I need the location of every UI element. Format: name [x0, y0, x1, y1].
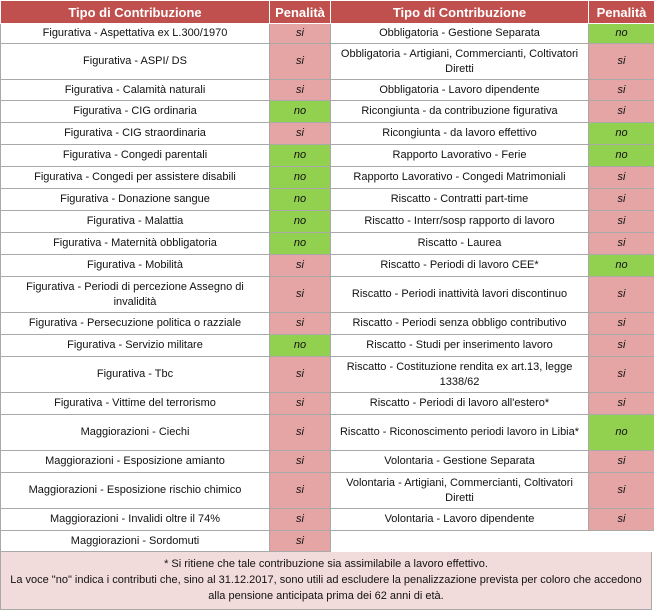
table-row: [1, 509, 654, 531]
left-contribution-type: Figurativa - Malattia: [1, 211, 270, 233]
right-penalty-value: si: [589, 277, 654, 313]
left-penalty-value: si: [270, 80, 331, 101]
left-penalty-value: no: [270, 167, 331, 189]
notes-box: [0, 552, 652, 610]
header-row: [1, 1, 654, 24]
table-row: [1, 335, 654, 357]
header-penalita-left: Penalità: [270, 1, 331, 24]
left-contribution-type: Maggiorazioni - Esposizione rischio chimico: [1, 473, 270, 509]
right-penalty-value: si: [589, 101, 654, 123]
right-penalty-value: si: [589, 451, 654, 473]
left-contribution-type: Figurativa - CIG straordinaria: [1, 123, 270, 145]
left-penalty-value: si: [270, 451, 331, 473]
left-penalty-value: si: [270, 531, 331, 552]
left-contribution-type: Figurativa - Calamità naturali: [1, 80, 270, 101]
left-contribution-type: Figurativa - CIG ordinaria: [1, 101, 270, 123]
right-contribution-type: Ricongiunta - da lavoro effettivo: [331, 123, 589, 145]
left-penalty-value: si: [270, 415, 331, 451]
left-penalty-value: no: [270, 101, 331, 123]
table-row: [1, 211, 654, 233]
note-legend: La voce "no" indica i contributi che, sino al 31.12.2017, sono utili ad escludere la penalizzazione prevista per coloro che accedono alla pensione anticipata prima dei 62 anni di età.: [10, 574, 642, 602]
table-body: [1, 24, 654, 552]
right-penalty-value: si: [589, 233, 654, 255]
table-row: [1, 473, 654, 509]
left-contribution-type: Figurativa - Tbc: [1, 357, 270, 393]
left-contribution-type: Maggiorazioni - Ciechi: [1, 415, 270, 451]
left-contribution-type: Figurativa - Mobilità: [1, 255, 270, 277]
table-row: [1, 167, 654, 189]
table-row: [1, 415, 654, 451]
left-penalty-value: no: [270, 189, 331, 211]
right-contribution-type: Riscatto - Costituzione rendita ex art.13, legge 1338/62: [331, 357, 589, 393]
left-contribution-type: Figurativa - Periodi di percezione Assegno di invalidità: [1, 277, 270, 313]
left-penalty-value: si: [270, 357, 331, 393]
right-contribution-type: Obbligatoria - Lavoro dipendente: [331, 80, 589, 101]
table-row: [1, 277, 654, 313]
right-penalty-value: si: [589, 44, 654, 80]
left-penalty-value: no: [270, 211, 331, 233]
right-contribution-type: Riscatto - Interr/sosp rapporto di lavoro: [331, 211, 589, 233]
left-contribution-type: Figurativa - ASPI/ DS: [1, 44, 270, 80]
left-penalty-value: si: [270, 277, 331, 313]
header-tipo-right: Tipo di Contribuzione: [331, 1, 589, 24]
left-contribution-type: Figurativa - Vittime del terrorismo: [1, 393, 270, 415]
table-row: [1, 255, 654, 277]
table-row: [1, 101, 654, 123]
right-penalty-value: no: [589, 255, 654, 277]
right-contribution-type: Obbligatoria - Artigiani, Commercianti, Coltivatori Diretti: [331, 44, 589, 80]
table-row: [1, 451, 654, 473]
left-contribution-type: Figurativa - Persecuzione politica o razziale: [1, 313, 270, 335]
right-contribution-type: Riscatto - Periodi senza obbligo contributivo: [331, 313, 589, 335]
left-contribution-type: Maggiorazioni - Esposizione amianto: [1, 451, 270, 473]
left-contribution-type: Maggiorazioni - Sordomuti: [1, 531, 270, 552]
table-row: [1, 44, 654, 80]
table-row: [1, 313, 654, 335]
table-row: [1, 123, 654, 145]
left-penalty-value: si: [270, 393, 331, 415]
right-contribution-type: Riscatto - Periodi inattività lavori discontinuo: [331, 277, 589, 313]
left-penalty-value: no: [270, 145, 331, 167]
left-contribution-type: Figurativa - Servizio militare: [1, 335, 270, 357]
left-contribution-type: Figurativa - Congedi per assistere disabili: [1, 167, 270, 189]
left-penalty-value: no: [270, 233, 331, 255]
left-penalty-value: si: [270, 44, 331, 80]
table-row: [1, 24, 654, 44]
right-penalty-value: si: [589, 335, 654, 357]
right-contribution-type: Riscatto - Contratti part-time: [331, 189, 589, 211]
right-penalty-value: si: [589, 357, 654, 393]
empty-cell: [331, 531, 654, 552]
right-penalty-value: si: [589, 313, 654, 335]
right-penalty-value: si: [589, 167, 654, 189]
left-contribution-type: Maggiorazioni - Invalidi oltre il 74%: [1, 509, 270, 531]
right-contribution-type: Riscatto - Periodi di lavoro CEE*: [331, 255, 589, 277]
right-penalty-value: no: [589, 24, 654, 44]
note-asterisk: * Si ritiene che tale contribuzione sia assimilabile a lavoro effettivo.: [164, 558, 488, 570]
right-penalty-value: si: [589, 80, 654, 101]
right-contribution-type: Volontaria - Gestione Separata: [331, 451, 589, 473]
left-penalty-value: si: [270, 473, 331, 509]
table-row: [1, 189, 654, 211]
right-penalty-value: si: [589, 393, 654, 415]
right-contribution-type: Riscatto - Periodi di lavoro all'estero*: [331, 393, 589, 415]
right-contribution-type: Ricongiunta - da contribuzione figurativa: [331, 101, 589, 123]
right-penalty-value: no: [589, 123, 654, 145]
left-penalty-value: si: [270, 509, 331, 531]
right-penalty-value: no: [589, 415, 654, 451]
right-penalty-value: no: [589, 145, 654, 167]
right-penalty-value: si: [589, 509, 654, 531]
left-contribution-type: Figurativa - Donazione sangue: [1, 189, 270, 211]
right-contribution-type: Rapporto Lavorativo - Ferie: [331, 145, 589, 167]
left-penalty-value: no: [270, 335, 331, 357]
left-penalty-value: si: [270, 313, 331, 335]
table-row: [1, 233, 654, 255]
left-contribution-type: Figurativa - Aspettativa ex L.300/1970: [1, 24, 270, 44]
left-penalty-value: si: [270, 123, 331, 145]
header-tipo-left: Tipo di Contribuzione: [1, 1, 270, 24]
table-row: [1, 145, 654, 167]
right-penalty-value: si: [589, 189, 654, 211]
right-contribution-type: Riscatto - Studi per inserimento lavoro: [331, 335, 589, 357]
right-contribution-type: Volontaria - Lavoro dipendente: [331, 509, 589, 531]
right-contribution-type: Obbligatoria - Gestione Separata: [331, 24, 589, 44]
table-row: [1, 393, 654, 415]
left-contribution-type: Figurativa - Congedi parentali: [1, 145, 270, 167]
right-penalty-value: si: [589, 211, 654, 233]
right-contribution-type: Rapporto Lavorativo - Congedi Matrimoniali: [331, 167, 589, 189]
left-contribution-type: Figurativa - Maternità obbligatoria: [1, 233, 270, 255]
header-penalita-right: Penalità: [589, 1, 654, 24]
table-row: [1, 80, 654, 101]
right-contribution-type: Volontaria - Artigiani, Commercianti, Coltivatori Diretti: [331, 473, 589, 509]
right-penalty-value: si: [589, 473, 654, 509]
table-row: [1, 531, 654, 552]
right-contribution-type: Riscatto - Laurea: [331, 233, 589, 255]
table-row: [1, 357, 654, 393]
left-penalty-value: si: [270, 24, 331, 44]
right-contribution-type: Riscatto - Riconoscimento periodi lavoro in Libia*: [331, 415, 589, 451]
left-penalty-value: si: [270, 255, 331, 277]
